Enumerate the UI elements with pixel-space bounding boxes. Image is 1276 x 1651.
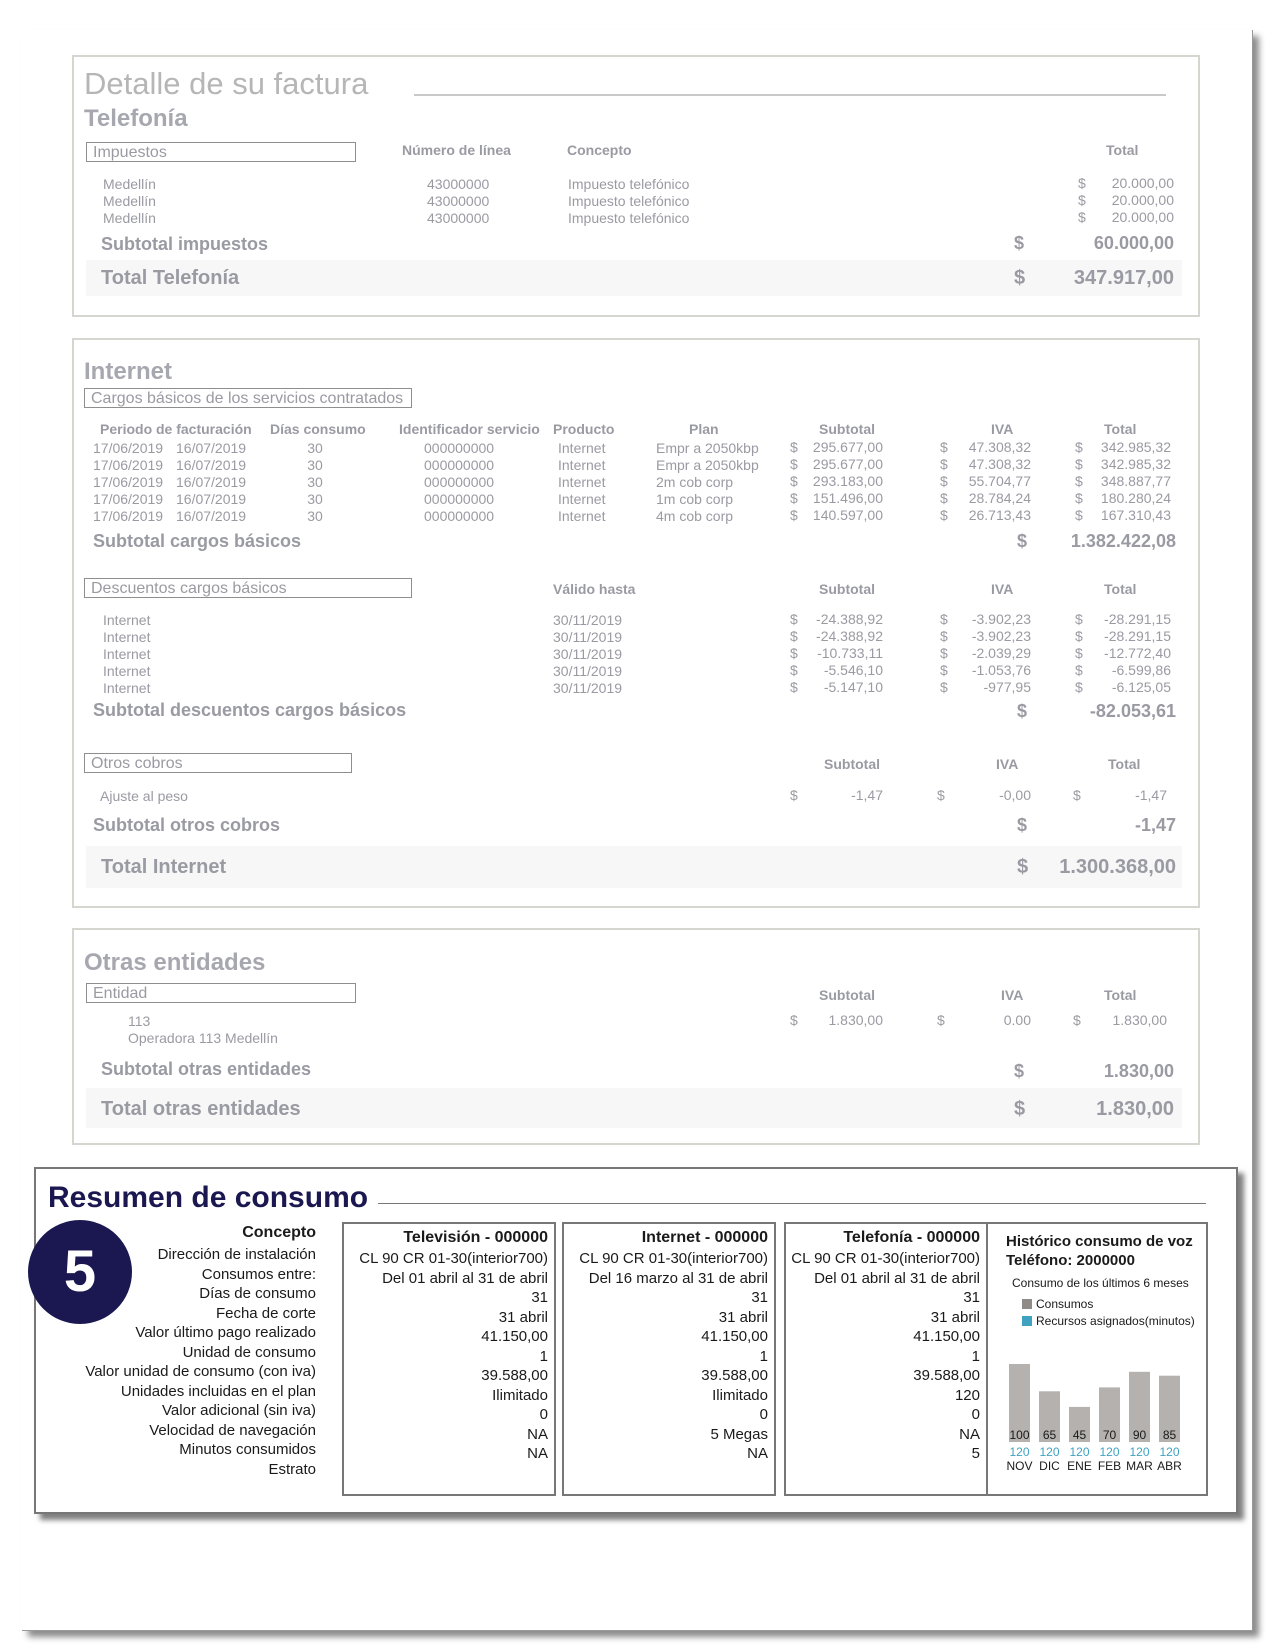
historico-telefono: Teléfono: 2000000 — [1006, 1252, 1135, 1269]
cargos-box-label: Cargos básicos de los servicios contratados — [84, 388, 412, 408]
descuentos-row-iva: -3.902,23 — [971, 628, 1031, 644]
descuentos-row-subtotal-currency: $ — [790, 611, 798, 627]
descuentos-box-label: Descuentos cargos básicos — [84, 578, 412, 598]
telefonia-row-currency: $ — [1078, 192, 1086, 208]
concepto-label: Minutos consumidos — [179, 1441, 316, 1458]
descuentos-row-total: -12.772,40 — [1104, 645, 1171, 661]
descuentos-row-total: -6.599,86 — [1111, 662, 1171, 678]
cargos-row-id: 000000000 — [424, 457, 495, 473]
service-value: 0 — [971, 1406, 980, 1423]
telefonia-row-ciudad: Medellín — [103, 176, 156, 192]
cargos-row-plan: 2m cob corp — [656, 474, 734, 490]
descuentos-row-iva-currency: $ — [940, 679, 948, 695]
concepto-label: Unidad de consumo — [182, 1343, 316, 1361]
service-value: Del 01 abril al 31 de abril — [382, 1269, 548, 1287]
otros-concepto: Ajuste al peso — [100, 788, 188, 804]
cargos-row-hasta: 16/07/2019 — [176, 491, 247, 507]
concepto-label: Velocidad de navegación — [149, 1421, 316, 1439]
descuentos-row-valido: 30/11/2019 — [553, 629, 623, 645]
otros-header-total: Total — [1108, 756, 1141, 772]
internet-total-currency: $ — [1017, 856, 1029, 878]
service-value: NA — [747, 1445, 768, 1462]
descuentos-row-subtotal-currency: $ — [790, 679, 798, 695]
concepto-label: Valor último pago realizado — [135, 1324, 316, 1341]
cargos-row-plan: 4m cob corp — [656, 508, 734, 524]
label-recursos-feb: 120 — [1099, 1445, 1120, 1459]
historico-subtitle: Consumo de los últimos 6 meses — [1012, 1276, 1189, 1290]
cargos-subtotal-currency: $ — [1017, 531, 1028, 551]
cargos-row-plan: 1m cob corp — [656, 491, 734, 507]
service-value: Ilimitado — [492, 1386, 548, 1404]
telefonia-total-label: Total Telefonía — [101, 267, 240, 289]
descuentos-row-iva: -977,95 — [983, 679, 1031, 695]
cargos-row-subtotal: 151.496,00 — [812, 490, 883, 506]
tick-label-ene: ENE — [1067, 1459, 1092, 1473]
descuentos-row-producto: Internet — [103, 663, 151, 679]
label-consumos-feb: 70 — [1102, 1428, 1117, 1442]
tick-label-feb: FEB — [1097, 1459, 1122, 1473]
descuentos-row-subtotal-currency: $ — [790, 628, 798, 644]
legend-recursos — [1022, 1314, 1195, 1328]
descuentos-row-total-currency: $ — [1075, 679, 1083, 695]
otras-total-currency: $ — [1014, 1098, 1026, 1120]
service-value: 41.150,00 — [481, 1328, 548, 1345]
service-value: 31 — [963, 1289, 980, 1306]
cargos-row-hasta: 16/07/2019 — [176, 457, 247, 473]
cargos-row-iva: 47.308,32 — [968, 439, 1031, 455]
service-value: 0 — [759, 1406, 768, 1423]
cargos-header-total: Total — [1104, 421, 1137, 437]
concepto-label: Unidades incluidas en el plan — [120, 1382, 316, 1400]
otros-subtotal-currency: $ — [790, 787, 798, 803]
otras-subtotal-currency: $ — [790, 1012, 798, 1028]
label-consumos-ene: 45 — [1072, 1428, 1087, 1442]
telefonia-box-label: Impuestos — [86, 142, 356, 162]
cargos-row-total: 167.310,43 — [1100, 507, 1171, 523]
historico-title: Histórico consumo de voz — [1006, 1233, 1193, 1250]
service-value: 31 abril — [718, 1308, 768, 1326]
otros-header-subtotal: Subtotal — [824, 756, 880, 772]
telefonia-row-concepto: Impuesto telefónico — [568, 176, 690, 192]
telefonia-panel-divider — [986, 1222, 988, 1494]
service-value: Del 16 marzo al 31 de abril — [588, 1269, 768, 1287]
telefonia-row-linea: 43000000 — [427, 210, 490, 226]
telefonia-header-linea: Número de línea — [402, 142, 511, 158]
descuentos-row-iva-currency: $ — [940, 628, 948, 644]
descuentos-row-subtotal: -24.388,92 — [816, 628, 883, 644]
internet-title: Internet — [84, 358, 173, 385]
cargos-row-iva-currency: $ — [940, 507, 948, 523]
cargos-row-iva-currency: $ — [940, 490, 948, 506]
telefonia-row-currency: $ — [1078, 209, 1086, 225]
descuentos-row-iva: -3.902,23 — [971, 611, 1031, 627]
cargos-row-subtotal: 140.597,00 — [812, 507, 883, 523]
telefonia-row-concepto: Impuesto telefónico — [568, 210, 690, 226]
cargos-subtotal-value: 1.382.422,08 — [1070, 531, 1176, 551]
legend-recursos-swatch — [1022, 1316, 1032, 1326]
cargos-row-total-currency: $ — [1075, 473, 1083, 489]
descuentos-row-total-currency: $ — [1075, 611, 1083, 627]
otros-total: -1,47 — [1135, 787, 1167, 803]
descuentos-header-subtotal: Subtotal — [819, 581, 875, 597]
telefonia-row-ciudad: Medellín — [103, 193, 156, 209]
descuentos-row-total-currency: $ — [1075, 628, 1083, 644]
cargos-row-total: 342.985,32 — [1100, 456, 1171, 472]
historico-chart — [1002, 1338, 1198, 1478]
descuentos-subtotal-label: Subtotal descuentos cargos básicos — [93, 700, 407, 720]
descuentos-row-subtotal: -10.733,11 — [817, 645, 883, 661]
descuentos-row-producto: Internet — [103, 612, 151, 628]
descuentos-row-producto: Internet — [103, 646, 151, 662]
otros-subtotal: -1,47 — [851, 787, 883, 803]
cargos-row-plan: Empr a 2050kbp — [656, 457, 759, 473]
concepto-label: Valor adicional (sin iva) — [162, 1402, 316, 1419]
cargos-row-id: 000000000 — [424, 508, 495, 524]
cargos-row-subtotal-currency: $ — [790, 490, 798, 506]
service-title: Televisión - 000000 — [403, 1229, 548, 1246]
telefonia-row-total: 20.000,00 — [1111, 209, 1174, 225]
cargos-row-hasta: 16/07/2019 — [176, 474, 247, 490]
cargos-row-total-currency: $ — [1075, 507, 1083, 523]
service-value: 31 — [751, 1289, 768, 1306]
cargos-row-total-currency: $ — [1075, 439, 1083, 455]
cargos-header-periodo: Periodo de facturación — [100, 421, 252, 437]
otras-total-value: 1.830,00 — [1096, 1098, 1174, 1120]
cargos-row-iva-currency: $ — [940, 439, 948, 455]
cargos-row-iva: 28.784,24 — [968, 490, 1031, 506]
concepto-label: Consumos entre: — [201, 1265, 316, 1283]
cargos-row-dias: 30 — [307, 457, 323, 473]
service-value: 31 — [531, 1289, 548, 1306]
descuentos-row-iva: -2.039,29 — [971, 645, 1031, 661]
otras-subtotal-label: Subtotal otras entidades — [101, 1059, 312, 1079]
telefonia-subtotal-label: Subtotal impuestos — [101, 234, 269, 254]
telefonia-subtotal-value: 60.000,00 — [1093, 233, 1174, 253]
legend-consumos-swatch — [1022, 1299, 1032, 1309]
cargos-row-id: 000000000 — [424, 440, 495, 456]
descuentos-row-subtotal: -5.546,10 — [823, 662, 883, 678]
cargos-row-plan: Empr a 2050kbp — [656, 440, 759, 456]
label-recursos-ene: 120 — [1069, 1445, 1090, 1459]
cargos-row-hasta: 16/07/2019 — [176, 508, 247, 524]
internet-total-label: Total Internet — [101, 856, 227, 878]
service-value: 0 — [539, 1406, 548, 1423]
cargos-header-dias: Días consumo — [270, 421, 366, 437]
descuentos-row-valido: 30/11/2019 — [553, 680, 623, 696]
cargos-row-hasta: 16/07/2019 — [176, 440, 247, 456]
page-title: Detalle de su factura — [84, 66, 369, 101]
label-recursos-nov: 120 — [1009, 1445, 1030, 1459]
telefonia-subtotal-currency: $ — [1014, 233, 1025, 253]
otros-header-iva: IVA — [996, 756, 1019, 772]
otras-header-subtotal: Subtotal — [819, 987, 875, 1003]
cargos-row-desde: 17/06/2019 — [93, 474, 164, 490]
cargos-row-subtotal-currency: $ — [790, 456, 798, 472]
cargos-row-total: 348.887,77 — [1100, 473, 1171, 489]
cargos-header-subtotal: Subtotal — [819, 421, 875, 437]
descuentos-row-total: -28.291,15 — [1104, 628, 1171, 644]
service-value: 31 abril — [930, 1308, 980, 1326]
service-value: 31 abril — [498, 1308, 548, 1326]
descuentos-row-total: -28.291,15 — [1104, 611, 1171, 627]
service-value: Del 01 abril al 31 de abril — [814, 1269, 980, 1287]
tick-label-mar: MAR — [1126, 1459, 1153, 1473]
cargos-row-producto: Internet — [558, 474, 606, 490]
cargos-row-subtotal-currency: $ — [790, 507, 798, 523]
service-value: 41.150,00 — [701, 1328, 768, 1345]
label-consumos-dic: 65 — [1042, 1428, 1057, 1442]
descuentos-header-iva: IVA — [991, 581, 1014, 597]
cargos-row-producto: Internet — [558, 457, 606, 473]
cargos-header-iva: IVA — [991, 421, 1014, 437]
descuentos-row-valido: 30/11/2019 — [553, 646, 623, 662]
otros-iva: -0,00 — [999, 787, 1031, 803]
cargos-row-total-currency: $ — [1075, 490, 1083, 506]
cargos-row-id: 000000000 — [424, 474, 495, 490]
otras-subtotal-label-currency: $ — [1014, 1061, 1025, 1081]
service-value: 5 Megas — [710, 1425, 768, 1443]
cargos-row-iva: 26.713,43 — [968, 507, 1031, 523]
service-value: 1 — [759, 1347, 768, 1365]
title-rule — [414, 94, 1166, 96]
descuentos-row-valido: 30/11/2019 — [553, 663, 623, 679]
service-value: NA — [527, 1445, 548, 1462]
tick-label-dic: DIC — [1039, 1459, 1060, 1473]
service-value: 39.588,00 — [913, 1367, 980, 1384]
legend-consumos-label: Consumos — [1036, 1297, 1094, 1311]
descuentos-row-subtotal-currency: $ — [790, 662, 798, 678]
cargos-header-id: Identificador servicio — [399, 421, 540, 437]
label-recursos-abr: 120 — [1159, 1445, 1180, 1459]
resumen-title-rule — [378, 1203, 1206, 1204]
descuentos-header-total: Total — [1104, 581, 1137, 597]
label-consumos-mar: 90 — [1132, 1428, 1147, 1442]
label-recursos-mar: 120 — [1129, 1445, 1150, 1459]
cargos-row-dias: 30 — [307, 474, 323, 490]
label-consumos-abr: 85 — [1162, 1428, 1177, 1442]
telefonia-row-concepto: Impuesto telefónico — [568, 193, 690, 209]
otras-nombre: Operadora 113 Medellín — [128, 1030, 278, 1046]
service-title: Internet - 000000 — [641, 1229, 768, 1246]
section-number-badge: 5 — [28, 1220, 132, 1324]
cargos-row-iva: 47.308,32 — [968, 456, 1031, 472]
telefonia-row-linea: 43000000 — [427, 193, 490, 209]
otras-subtotal-value: 1.830,00 — [1103, 1061, 1174, 1081]
descuentos-row-iva-currency: $ — [940, 645, 948, 661]
legend-recursos-label: Recursos asignados(minutos) — [1036, 1314, 1195, 1328]
cargos-row-dias: 30 — [307, 440, 323, 456]
descuentos-row-producto: Internet — [103, 680, 151, 696]
otras-subtotal: 1.830,00 — [828, 1012, 883, 1028]
cargos-row-dias: 30 — [307, 508, 323, 524]
cargos-row-iva-currency: $ — [940, 473, 948, 489]
service-value: 41.150,00 — [913, 1328, 980, 1345]
otros-box-label: Otros cobros — [84, 753, 352, 773]
cargos-row-total: 180.280,24 — [1100, 490, 1171, 506]
legend-consumos — [1022, 1297, 1093, 1311]
cargos-row-desde: 17/06/2019 — [93, 508, 164, 524]
telefonia-row-total: 20.000,00 — [1111, 175, 1174, 191]
cargos-row-desde: 17/06/2019 — [93, 440, 164, 456]
descuentos-row-subtotal: -24.388,92 — [816, 611, 883, 627]
concepto-label: Días de consumo — [199, 1285, 316, 1302]
descuentos-subtotal-value: -82.053,61 — [1089, 701, 1176, 721]
cargos-row-producto: Internet — [558, 440, 606, 456]
service-value: CL 90 CR 01-30(interior700) — [579, 1250, 768, 1267]
concepto-header: Concepto — [242, 1224, 316, 1241]
otras-header-total: Total — [1104, 987, 1137, 1003]
otros-total-currency: $ — [1073, 787, 1081, 803]
cargos-row-subtotal-currency: $ — [790, 473, 798, 489]
descuentos-row-subtotal: -5.147,10 — [823, 679, 883, 695]
service-value: Ilimitado — [712, 1386, 768, 1404]
service-value: 5 — [971, 1445, 980, 1462]
service-value: 39.588,00 — [481, 1367, 548, 1384]
telefonia-title: Telefonía — [84, 105, 188, 132]
telefonia-row-linea: 43000000 — [427, 176, 490, 192]
service-value: 1 — [971, 1347, 980, 1365]
descuentos-row-iva: -1.053,76 — [971, 662, 1031, 678]
internet-total-value: 1.300.368,00 — [1059, 856, 1176, 878]
label-consumos-nov: 100 — [1009, 1428, 1030, 1442]
otras-total: 1.830,00 — [1112, 1012, 1167, 1028]
service-value: 120 — [954, 1386, 980, 1404]
concepto-label: Valor unidad de consumo (con iva) — [85, 1363, 316, 1380]
descuentos-row-valido: 30/11/2019 — [553, 612, 623, 628]
otros-subtotal-label: Subtotal otros cobros — [93, 815, 281, 835]
cargos-row-iva: 55.704,77 — [968, 473, 1031, 489]
service-value: CL 90 CR 01-30(interior700) — [791, 1250, 980, 1267]
telefonia-row-ciudad: Medellín — [103, 210, 156, 226]
descuentos-row-subtotal-currency: $ — [790, 645, 798, 661]
descuentos-row-iva-currency: $ — [940, 611, 948, 627]
telefonia-header-concepto: Concepto — [567, 142, 632, 158]
service-value: 39.588,00 — [701, 1367, 768, 1384]
otros-subtotal-label-currency: $ — [1017, 815, 1028, 835]
cargos-header-plan: Plan — [689, 421, 719, 437]
descuentos-row-iva-currency: $ — [940, 662, 948, 678]
otras-codigo: 113 — [128, 1013, 151, 1029]
otras-total-currency: $ — [1073, 1012, 1081, 1028]
service-value: NA — [527, 1425, 548, 1443]
concepto-label: Estrato — [268, 1460, 316, 1478]
otras-box-label: Entidad — [86, 983, 356, 1003]
resumen-title: Resumen de consumo — [48, 1181, 369, 1214]
service-title: Telefonía - 000000 — [843, 1229, 980, 1246]
cargos-row-id: 000000000 — [424, 491, 495, 507]
cargos-row-total-currency: $ — [1075, 456, 1083, 472]
cargos-row-subtotal: 295.677,00 — [812, 439, 883, 455]
concepto-label: Fecha de corte — [215, 1304, 316, 1322]
otras-header-iva: IVA — [1001, 987, 1024, 1003]
tick-label-nov: NOV — [1006, 1459, 1033, 1473]
descuentos-subtotal-currency: $ — [1017, 701, 1028, 721]
telefonia-row-currency: $ — [1078, 175, 1086, 191]
cargos-row-iva-currency: $ — [940, 456, 948, 472]
cargos-row-subtotal: 293.183,00 — [812, 473, 883, 489]
cargos-row-total: 342.985,32 — [1100, 439, 1171, 455]
telefonia-total-value: 347.917,00 — [1073, 267, 1174, 289]
descuentos-row-total-currency: $ — [1075, 662, 1083, 678]
service-value: NA — [959, 1425, 980, 1443]
cargos-row-producto: Internet — [558, 491, 606, 507]
otras-iva: 0.00 — [1003, 1012, 1031, 1028]
service-value: 1 — [539, 1347, 548, 1365]
descuentos-row-total: -6.125,05 — [1111, 679, 1171, 695]
otros-iva-currency: $ — [937, 787, 945, 803]
label-recursos-dic: 120 — [1039, 1445, 1060, 1459]
descuentos-header-valido: Válido hasta — [553, 581, 636, 597]
otras-total-label: Total otras entidades — [101, 1098, 301, 1120]
cargos-row-subtotal-currency: $ — [790, 439, 798, 455]
cargos-row-producto: Internet — [558, 508, 606, 524]
telefonia-row-total: 20.000,00 — [1111, 192, 1174, 208]
telefonia-header-total: Total — [1106, 142, 1139, 158]
otras-iva-currency: $ — [937, 1012, 945, 1028]
otras-title: Otras entidades — [84, 949, 266, 976]
cargos-subtotal-label: Subtotal cargos básicos — [93, 531, 302, 551]
cargos-row-dias: 30 — [307, 491, 323, 507]
cargos-row-desde: 17/06/2019 — [93, 491, 164, 507]
cargos-header-producto: Producto — [553, 421, 615, 437]
telefonia-total-currency: $ — [1014, 267, 1026, 289]
cargos-row-subtotal: 295.677,00 — [812, 456, 883, 472]
concepto-label: Dirección de instalación — [157, 1246, 316, 1263]
service-value: CL 90 CR 01-30(interior700) — [359, 1250, 548, 1267]
descuentos-row-producto: Internet — [103, 629, 151, 645]
cargos-row-desde: 17/06/2019 — [93, 457, 164, 473]
tick-label-abr: ABR — [1157, 1459, 1182, 1473]
descuentos-row-total-currency: $ — [1075, 645, 1083, 661]
otros-subtotal-value: -1,47 — [1134, 815, 1176, 835]
